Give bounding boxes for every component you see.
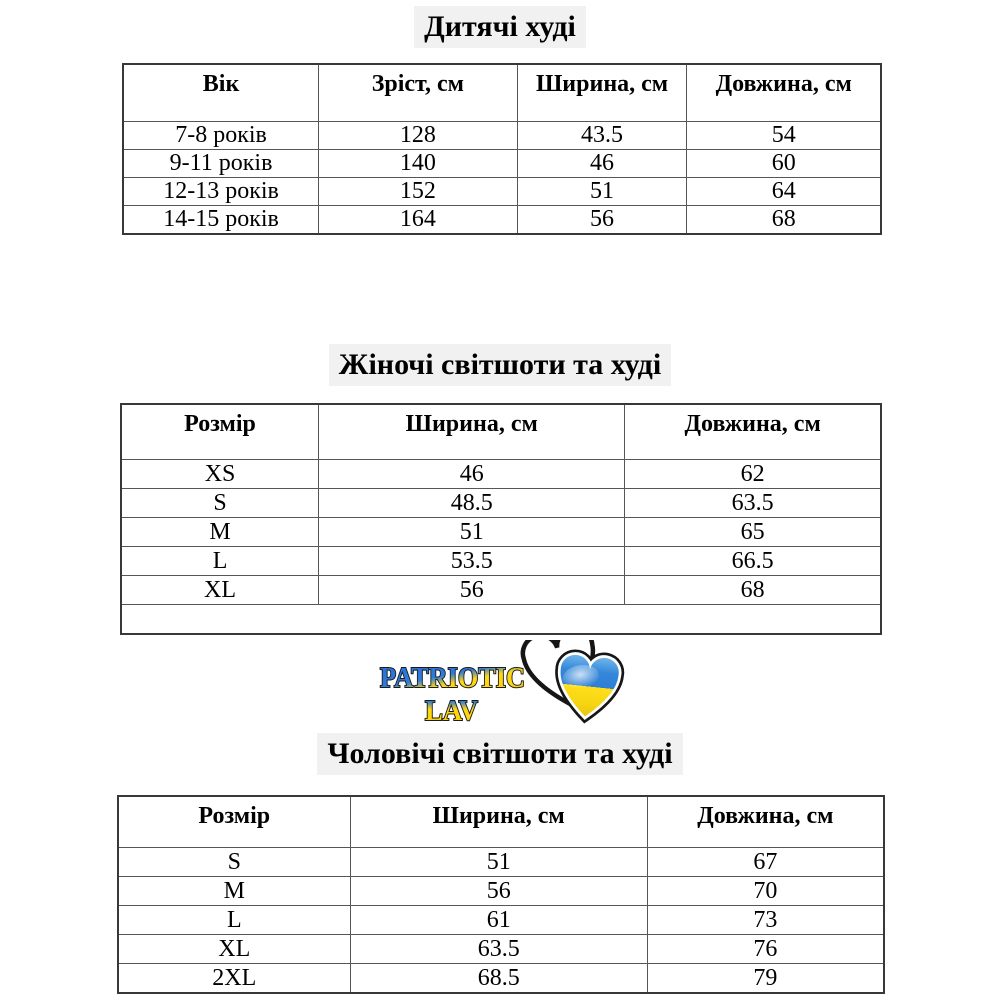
header-row <box>123 64 881 122</box>
size-table-men <box>117 795 885 994</box>
table-row <box>121 460 881 489</box>
table-row <box>121 576 881 605</box>
data-cell: 164 <box>319 206 518 235</box>
data-cell: M <box>118 877 350 906</box>
data-cell: 51 <box>350 848 647 877</box>
column-header: Зріст, см <box>319 64 518 122</box>
data-cell: M <box>121 518 319 547</box>
data-cell: L <box>118 906 350 935</box>
table-row <box>118 877 884 906</box>
column-header: Ширина, см <box>517 64 687 122</box>
data-cell: 61 <box>350 906 647 935</box>
section-title-men-wrap <box>0 733 1000 775</box>
column-header: Ширина, см <box>319 404 625 460</box>
table-row <box>118 906 884 935</box>
data-cell: 14-15 років <box>123 206 319 235</box>
data-cell: 56 <box>319 576 625 605</box>
flag-heart-icon <box>556 653 620 719</box>
data-cell: XL <box>121 576 319 605</box>
section-title-men: Чоловічі світшоти та худі <box>317 733 682 775</box>
data-cell: 9-11 років <box>123 150 319 178</box>
data-cell: 60 <box>687 150 881 178</box>
data-cell: 76 <box>647 935 884 964</box>
data-cell: S <box>118 848 350 877</box>
table-row <box>118 848 884 877</box>
data-cell: XL <box>118 935 350 964</box>
data-cell: 54 <box>687 122 881 150</box>
size-table-kids <box>122 63 882 235</box>
section-title-women: Жіночі світшоти та худі <box>329 344 671 386</box>
data-cell <box>121 605 319 635</box>
column-header: Розмір <box>121 404 319 460</box>
table-row <box>123 206 881 235</box>
table-row <box>121 605 881 635</box>
data-cell: 68 <box>687 206 881 235</box>
data-cell: 43.5 <box>517 122 687 150</box>
section-title-kids-wrap <box>0 6 1000 48</box>
table-row <box>123 150 881 178</box>
data-cell: 67 <box>647 848 884 877</box>
data-cell: 51 <box>319 518 625 547</box>
column-header: Довжина, см <box>687 64 881 122</box>
data-cell: 53.5 <box>319 547 625 576</box>
data-cell: 68.5 <box>350 964 647 994</box>
section-title-women-wrap <box>0 344 1000 386</box>
data-cell: 66.5 <box>625 547 881 576</box>
data-cell: 128 <box>319 122 518 150</box>
brand-logo-svg <box>360 640 660 745</box>
data-cell: 46 <box>517 150 687 178</box>
table-row <box>118 935 884 964</box>
table-row <box>121 489 881 518</box>
data-cell: 12-13 років <box>123 178 319 206</box>
logo-text-patriotic: PATRIOTIC <box>380 662 525 694</box>
data-cell: 63.5 <box>350 935 647 964</box>
data-cell: 56 <box>517 206 687 235</box>
data-cell: XS <box>121 460 319 489</box>
data-cell: 56 <box>350 877 647 906</box>
data-cell: 46 <box>319 460 625 489</box>
data-cell: 140 <box>319 150 518 178</box>
column-header: Розмір <box>118 796 350 848</box>
data-cell <box>319 605 625 635</box>
data-cell: 64 <box>687 178 881 206</box>
data-cell: 62 <box>625 460 881 489</box>
data-cell: 2XL <box>118 964 350 994</box>
data-cell: 79 <box>647 964 884 994</box>
section-title-kids: Дитячі худі <box>414 6 586 48</box>
table-row <box>121 547 881 576</box>
column-header: Ширина, см <box>350 796 647 848</box>
column-header: Вік <box>123 64 319 122</box>
data-cell: L <box>121 547 319 576</box>
column-header: Довжина, см <box>625 404 881 460</box>
data-cell: 51 <box>517 178 687 206</box>
table-row <box>123 122 881 150</box>
header-row <box>121 404 881 460</box>
data-cell: 73 <box>647 906 884 935</box>
logo-text-lav: LAV <box>425 695 479 727</box>
brand-logo <box>360 640 660 745</box>
size-table-women <box>120 403 882 635</box>
data-cell: 68 <box>625 576 881 605</box>
data-cell: 70 <box>647 877 884 906</box>
table-row <box>123 178 881 206</box>
data-cell: 48.5 <box>319 489 625 518</box>
table-row <box>118 964 884 994</box>
data-cell: S <box>121 489 319 518</box>
data-cell <box>625 605 881 635</box>
data-cell: 7-8 років <box>123 122 319 150</box>
column-header: Довжина, см <box>647 796 884 848</box>
table-row <box>121 518 881 547</box>
data-cell: 152 <box>319 178 518 206</box>
data-cell: 63.5 <box>625 489 881 518</box>
data-cell: 65 <box>625 518 881 547</box>
header-row <box>118 796 884 848</box>
